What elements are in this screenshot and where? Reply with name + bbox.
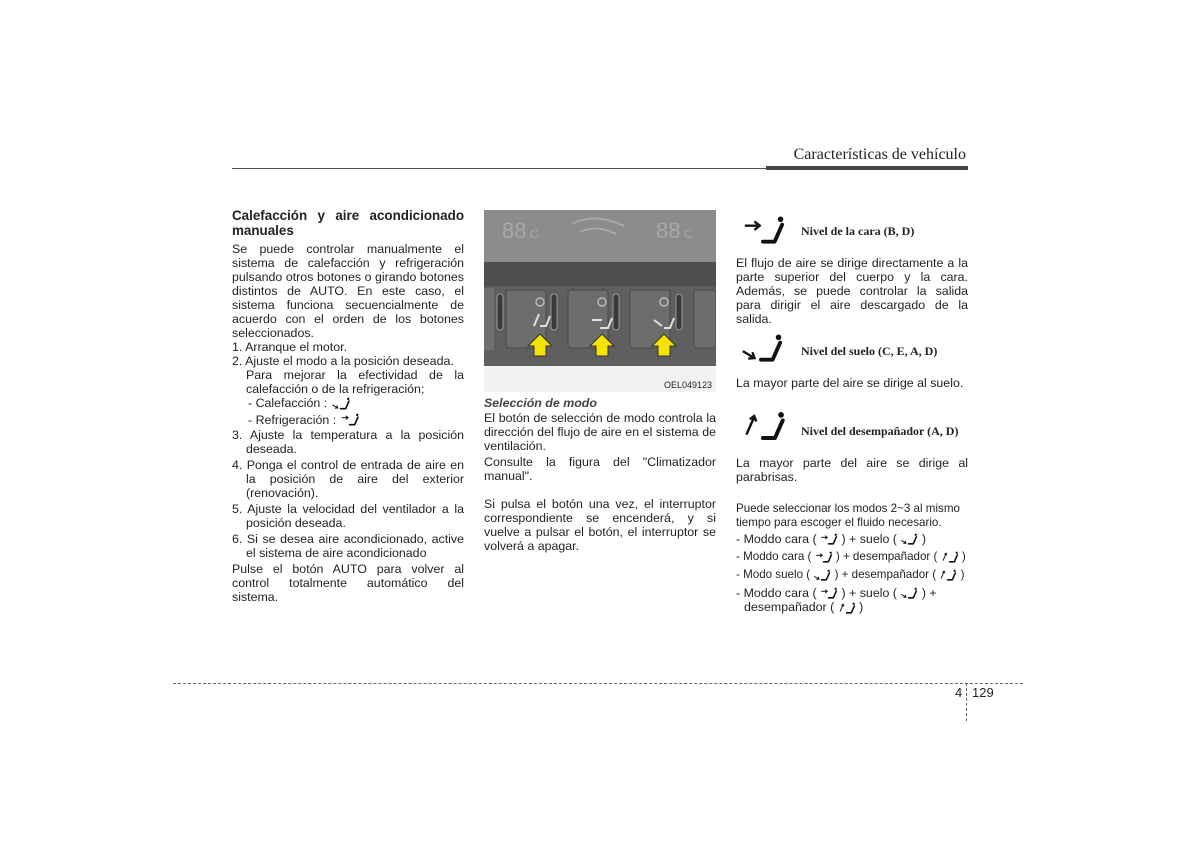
combo-face-floor-defrost xyxy=(736,586,968,600)
face-level-desc: El flujo de aire se dirige directamente a la parte superior del cuerpo y la cara. Además, se puede controlar la salida para dirigir el aire descargado de la salida. xyxy=(736,256,968,326)
floor-mode-icon xyxy=(900,587,918,600)
combo-text: ) xyxy=(921,532,926,546)
heating-label: - Calefacción : xyxy=(248,396,328,410)
footer-divider xyxy=(966,683,967,721)
display-digits-right: 88 xyxy=(656,218,681,243)
mode-selection-p2: Consulte la figura del "Climatizador manual". xyxy=(484,455,716,483)
mode-selection-p3: Si pulsa el botón una vez, el interruptor correspondiente se encenderá, y si vuelve a pulsar el botón, el interruptor se volverá a apagar. xyxy=(484,497,716,553)
combo-text: ) + xyxy=(921,586,937,601)
face-level-title: Nivel de la cara (B, D) xyxy=(801,224,915,238)
combo-text: ) xyxy=(961,550,966,564)
intro-paragraph: Se puede controlar manualmente el sistema de calefacción y refrigeración pulsando otros botones o girando botones distintos de AUTO. En este caso, el sistema funciona secuencialmente de acuerdo con el orden de los botones seleccionados. xyxy=(232,242,464,340)
floor-mode-icon xyxy=(813,569,831,582)
cooling-label: - Refrigeración : xyxy=(248,412,337,427)
footer-rule xyxy=(173,683,1023,684)
heating-line xyxy=(232,396,464,411)
floor-level-icon xyxy=(740,333,784,365)
defrost-level-title: Nivel del desempañador (A, D) xyxy=(801,424,959,438)
mode-selection-p1: El botón de selección de modo controla la dirección del flujo de aire en el sistema de ventilación. xyxy=(484,411,716,453)
page-number: 129 xyxy=(972,685,994,700)
floor-level-text xyxy=(736,376,968,390)
face-level-icon xyxy=(742,215,786,247)
step-1: 1. Arranque el motor. xyxy=(232,340,348,354)
floor-level-desc: La mayor parte del aire se dirige al suelo. xyxy=(736,376,964,390)
section-heading: Calefacción y aire acondicionado manuales xyxy=(232,208,464,238)
combo-face-defrost xyxy=(736,550,968,564)
defrost-mode-icon xyxy=(838,602,856,615)
header-bar xyxy=(766,166,968,170)
step-4: 4. Ponga el control de entrada de aire en la posición de aire del exterior (renovación). xyxy=(232,458,464,501)
combo-text: ) + desempañador ( xyxy=(835,550,938,564)
cooling-line xyxy=(232,413,464,428)
face-mode-icon xyxy=(815,551,833,564)
step-2: 2. Ajuste el modo a la posición deseada. xyxy=(232,354,454,368)
combo-text: - Moddo cara ( xyxy=(736,586,817,601)
display-digits-left: 88 xyxy=(502,218,527,243)
defrost-mode-icon xyxy=(939,569,957,582)
combo-text: - Moddo cara ( xyxy=(736,550,812,564)
display-unit-left: C xyxy=(530,227,539,241)
face-level-text xyxy=(736,256,968,326)
floor-level-title: Nivel del suelo (C, E, A, D) xyxy=(801,344,938,358)
climate-panel-figure xyxy=(484,210,716,392)
combo-floor-defrost xyxy=(736,568,968,582)
step-5: 5. Ajuste la velocidad del ventilador a la posición deseada. xyxy=(232,502,464,531)
manual-climate-section xyxy=(232,208,464,604)
display-unit-right: C xyxy=(684,227,693,241)
combo-text: ) + desempañador ( xyxy=(834,568,937,582)
defrost-level-icon xyxy=(742,410,786,444)
floor-mode-icon xyxy=(900,533,918,546)
combo-face-floor xyxy=(736,532,968,546)
figure-code: OEL049123 xyxy=(663,380,712,390)
combo-text: - Modo suelo ( xyxy=(736,568,811,582)
closing-paragraph: Pulse el botón AUTO para volver al control totalmente automático del sistema. xyxy=(232,562,464,605)
floor-mode-icon xyxy=(331,397,351,411)
face-mode-icon xyxy=(820,533,838,546)
mode-selection-section xyxy=(484,396,716,553)
step-3: 3. Ajuste la temperatura a la posición deseada. xyxy=(232,428,464,457)
mode-combinations xyxy=(736,502,968,619)
face-mode-icon xyxy=(820,587,838,600)
header-rule xyxy=(232,168,766,169)
select-modes-text: Puede seleccionar los modos 2~3 al mismo tiempo para escoger el fluido necesario. xyxy=(736,502,960,529)
defrost-mode-icon xyxy=(941,551,959,564)
combo-text: desempañador ( xyxy=(744,600,835,615)
chapter-number: 4 xyxy=(955,685,963,700)
defrost-level-text xyxy=(736,456,968,484)
step-6: 6. Si se desea aire acondicionado, active el sistema de aire acondicionado xyxy=(232,532,464,561)
combo-text: ) xyxy=(960,568,965,582)
step-2-note: Para mejorar la efectividad de la calefacción o de la refrigeración; xyxy=(246,368,464,396)
combo-text: ) + suelo ( xyxy=(841,586,897,601)
defrost-level-desc: La mayor parte del aire se dirige al parabrisas. xyxy=(736,456,968,484)
mode-selection-caption: Selección de modo xyxy=(484,396,597,410)
combo-text: ) xyxy=(859,600,864,615)
combo-text: ) + suelo ( xyxy=(841,532,897,546)
header-title: Características de vehículo xyxy=(793,146,966,163)
combo-text: - Moddo cara ( xyxy=(736,532,817,546)
combo-defrost-continued xyxy=(736,600,968,614)
face-mode-icon xyxy=(340,413,360,427)
